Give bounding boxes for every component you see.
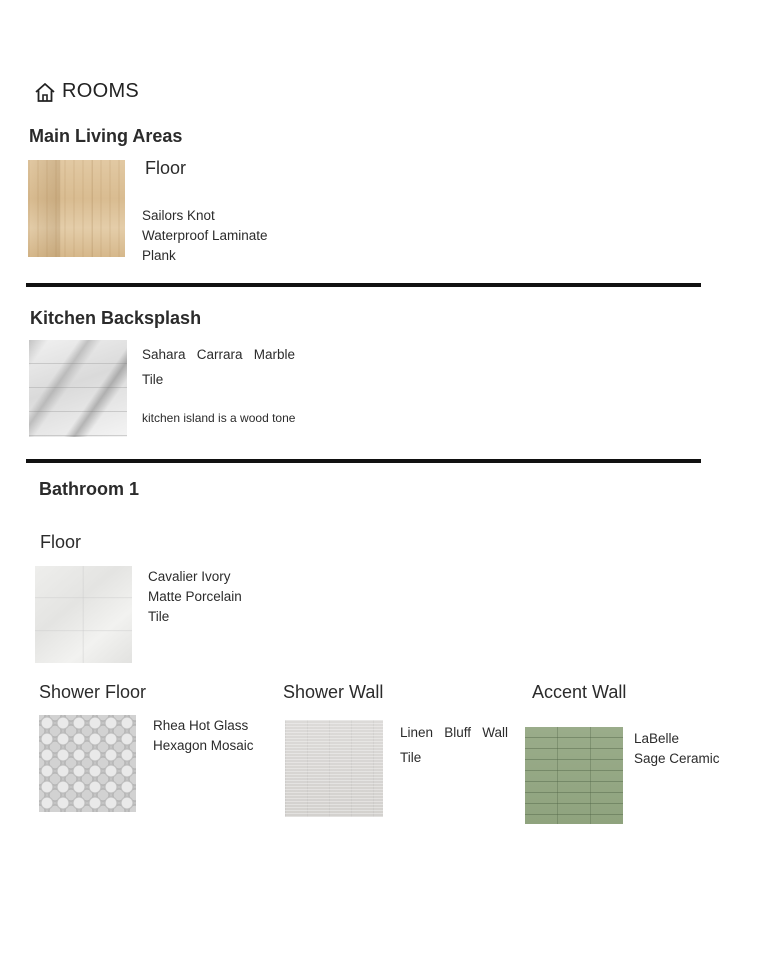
main-living-floor-label: Floor bbox=[145, 158, 187, 178]
sailors-knot-swatch bbox=[28, 160, 125, 257]
description-line: Hexagon Mosaic bbox=[153, 738, 254, 753]
kitchen-description bbox=[142, 342, 295, 392]
description-line: LaBelle bbox=[634, 731, 680, 746]
cavalier-ivory-swatch bbox=[35, 566, 132, 663]
section-title-kitchen: Kitchen Backsplash bbox=[30, 308, 202, 328]
linen-bluff-swatch bbox=[285, 720, 383, 817]
description-line: Tile bbox=[148, 609, 170, 624]
description-line: Sailors Knot bbox=[142, 208, 215, 223]
description-line: Sahara Carrara Marble bbox=[142, 347, 296, 362]
sage-ceramic-swatch bbox=[525, 727, 623, 824]
description-line: Waterproof Laminate bbox=[142, 228, 268, 243]
accent-wall-description bbox=[634, 729, 720, 769]
shower-floor-description bbox=[153, 716, 254, 756]
kitchen-note: kitchen island is a wood tone bbox=[142, 411, 296, 425]
section-divider bbox=[26, 459, 701, 463]
home-icon bbox=[34, 81, 56, 103]
shower-wall-label: Shower Wall bbox=[283, 682, 384, 702]
rooms-title: ROOMS bbox=[62, 80, 140, 102]
shower-floor-label: Shower Floor bbox=[39, 682, 147, 702]
accent-wall-label: Accent Wall bbox=[532, 682, 627, 702]
section-divider bbox=[26, 283, 701, 287]
description-line: Plank bbox=[142, 248, 176, 263]
section-title-main-living: Main Living Areas bbox=[29, 126, 183, 146]
shower-wall-description bbox=[400, 720, 508, 770]
carrara-marble-swatch bbox=[29, 340, 127, 437]
main-living-floor-description bbox=[142, 206, 268, 266]
description-line: Tile bbox=[400, 750, 422, 765]
bathroom-floor-label: Floor bbox=[40, 532, 82, 552]
rooms-header bbox=[34, 80, 139, 103]
hexagon-mosaic-swatch bbox=[39, 715, 136, 812]
description-line: Sage Ceramic bbox=[634, 751, 720, 766]
description-line: Linen Bluff Wall bbox=[400, 725, 509, 740]
description-line: Cavalier Ivory bbox=[148, 569, 231, 584]
description-line: Matte Porcelain bbox=[148, 589, 242, 604]
description-line: Rhea Hot Glass bbox=[153, 718, 249, 733]
description-line: Tile bbox=[142, 372, 164, 387]
bathroom-floor-description bbox=[148, 567, 242, 627]
section-title-bathroom-1: Bathroom 1 bbox=[39, 479, 140, 499]
